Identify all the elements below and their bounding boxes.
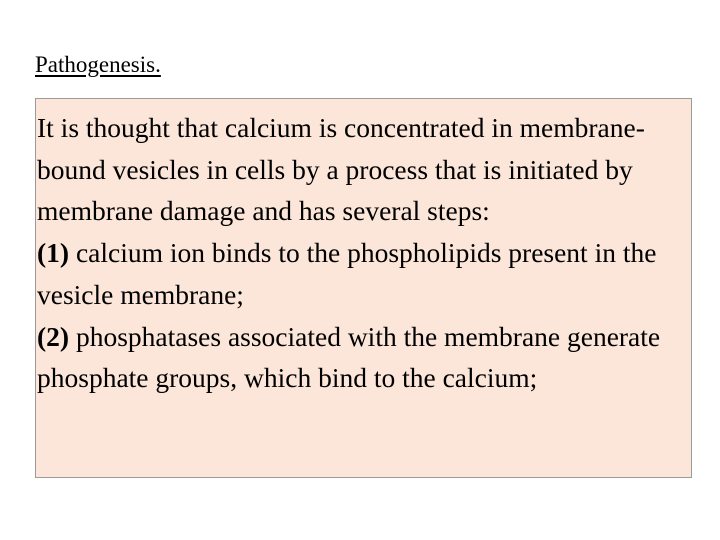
step-text: calcium ion binds to the phospholipids present in the vesicle membrane; xyxy=(37,237,657,310)
content-box xyxy=(35,98,692,478)
step-item xyxy=(37,316,683,399)
slide-heading: Pathogenesis. xyxy=(35,52,161,77)
step-number: (2) xyxy=(37,320,70,352)
step-number: (1) xyxy=(37,237,70,269)
step-text: phosphatases associated with the membrane generate phosphate groups, which bind to the calcium; xyxy=(37,320,661,394)
intro-paragraph: It is thought that calcium is concentrated in membrane-bound vesicles in cells by a process that is initiated by membrane damage and has several steps: xyxy=(37,112,645,227)
step-item xyxy=(37,232,683,315)
